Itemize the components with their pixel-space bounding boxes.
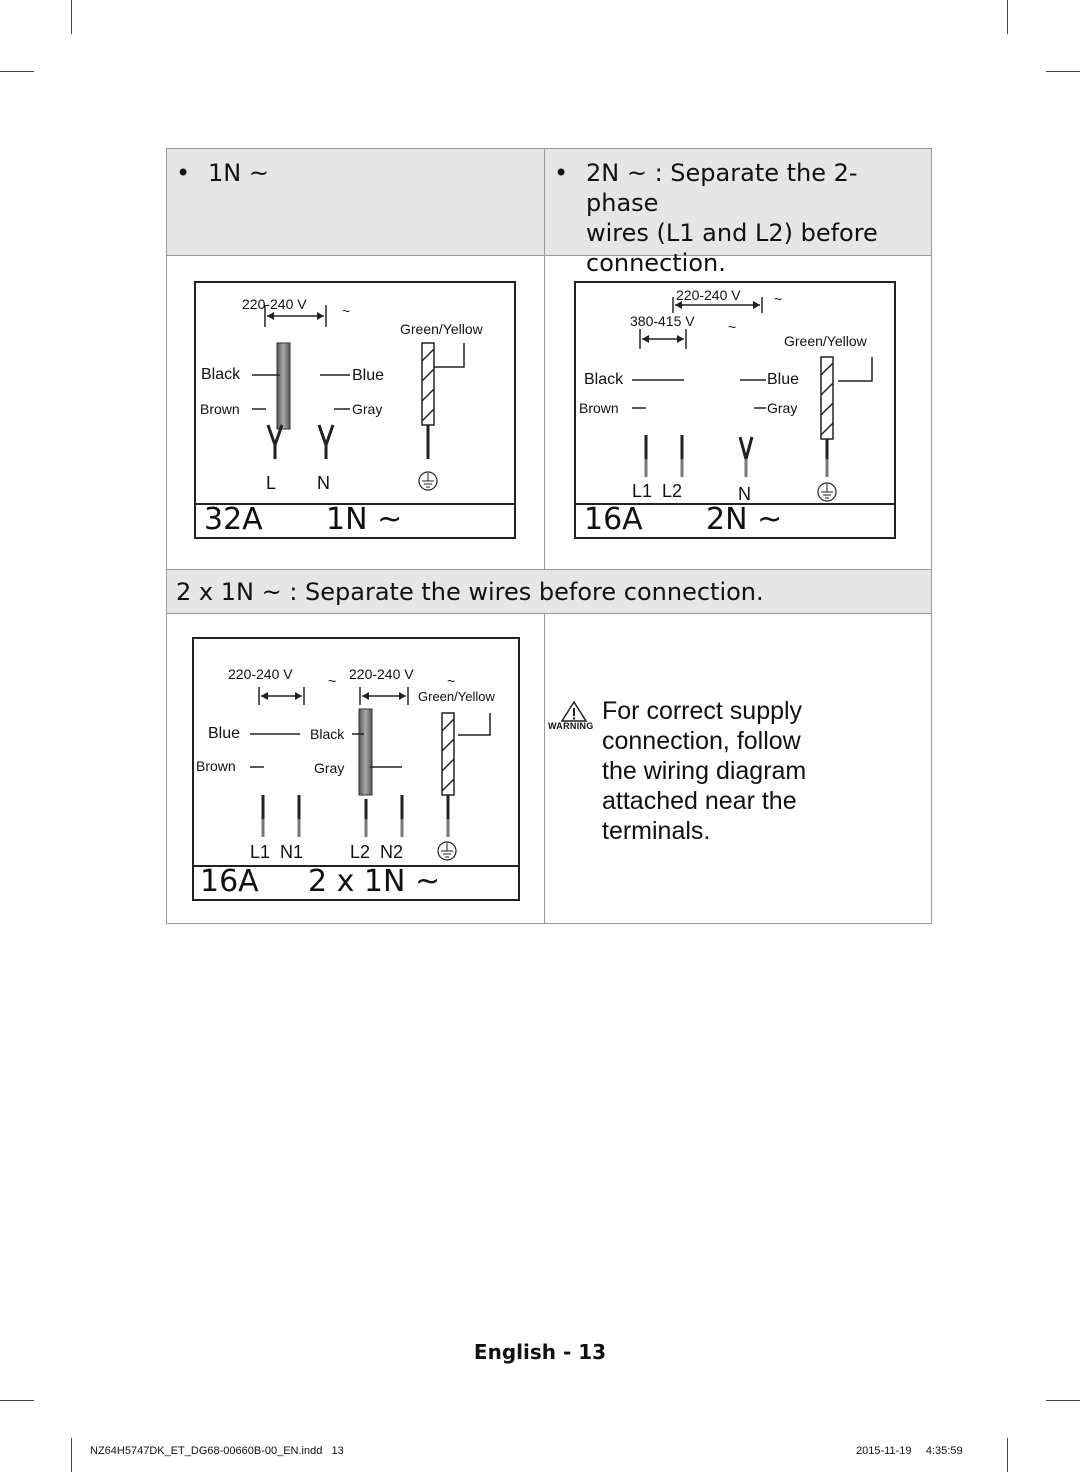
tilde: ~	[342, 303, 351, 319]
header-2n	[554, 158, 924, 277]
green-yellow-label: Green/Yellow	[784, 333, 867, 349]
header-2n-text: 2N ~ : Separate the 2-phase wires (L1 and L2) before connection.	[586, 159, 878, 277]
voltage-label: 220-240 V	[242, 296, 307, 312]
voltage-label-2: 380-415 V	[630, 313, 695, 329]
gray-label: Gray	[314, 760, 345, 776]
rating-bar	[196, 503, 514, 537]
file-slug: NZ64H5747DK_ET_DG68-00660B-00_EN.indd 13	[90, 1445, 344, 1457]
amp-rating: 32A	[204, 502, 263, 537]
rating-bar	[194, 865, 518, 899]
header-1n-text: 1N ~	[208, 159, 269, 187]
voltage-label-1: 220-240 V	[228, 666, 293, 682]
terminal-n: N	[317, 473, 330, 493]
bullet: •	[176, 159, 191, 187]
crop-mark	[71, 0, 72, 34]
diagram-2x1n	[192, 637, 520, 901]
terminal-l: L	[266, 473, 277, 493]
crop-mark	[1046, 71, 1080, 72]
warning-text: For correct supply connection, follow the wiring diagram attached near the terminals.	[602, 697, 807, 845]
terminal-n: N	[738, 484, 751, 504]
voltage-label-1: 220-240 V	[676, 287, 741, 303]
blue-label: Blue	[767, 371, 800, 388]
amp-rating: 16A	[200, 864, 259, 899]
crop-mark	[0, 1400, 34, 1401]
voltage-label-2: 220-240 V	[349, 666, 414, 682]
black-label: Black	[584, 371, 624, 388]
header-2x1n	[176, 577, 916, 611]
brown-label: Brown	[200, 401, 240, 417]
crop-mark	[1007, 1438, 1008, 1472]
phase-rating: 1N ~	[326, 502, 403, 537]
diagram-1n	[194, 281, 516, 539]
brown-label: Brown	[579, 400, 619, 416]
warning-label: WARNING	[548, 721, 594, 731]
green-yellow-label: Green/Yellow	[418, 689, 495, 704]
print-timestamp: 2015-11-19 4:35:59	[856, 1445, 963, 1457]
bullet: •	[554, 159, 569, 187]
brown-label: Brown	[196, 758, 236, 774]
header-2x1n-text: 2 x 1N ~ : Separate the wires before connection.	[176, 578, 764, 606]
black-label: Black	[310, 726, 345, 742]
tilde: ~	[447, 673, 456, 689]
black-label: Black	[201, 366, 241, 383]
phase-rating: 2 x 1N ~	[308, 864, 441, 899]
header-1n	[176, 158, 516, 198]
blue-label: Blue	[352, 367, 385, 384]
diagram-2n	[574, 281, 896, 539]
amp-rating: 16A	[584, 502, 643, 537]
crop-mark	[0, 71, 34, 72]
tilde: ~	[328, 673, 337, 689]
tilde: ~	[774, 291, 783, 307]
blue-label: Blue	[208, 725, 241, 742]
green-yellow-label: Green/Yellow	[400, 321, 483, 337]
phase-rating: 2N ~	[706, 502, 783, 537]
terminals-l1-n1: L1 N1	[250, 842, 304, 862]
page-footer: English - 13	[473, 1340, 607, 1364]
crop-mark	[71, 1438, 72, 1472]
crop-mark	[1007, 0, 1008, 34]
terminals-l2-n2: L2 N2	[350, 842, 404, 862]
terminals-l1-l2: L1 L2	[632, 481, 683, 501]
tilde: ~	[728, 319, 737, 335]
crop-mark	[1046, 1400, 1080, 1401]
gray-label: Gray	[767, 400, 798, 416]
rating-bar	[576, 503, 894, 537]
gray-label: Gray	[352, 401, 383, 417]
